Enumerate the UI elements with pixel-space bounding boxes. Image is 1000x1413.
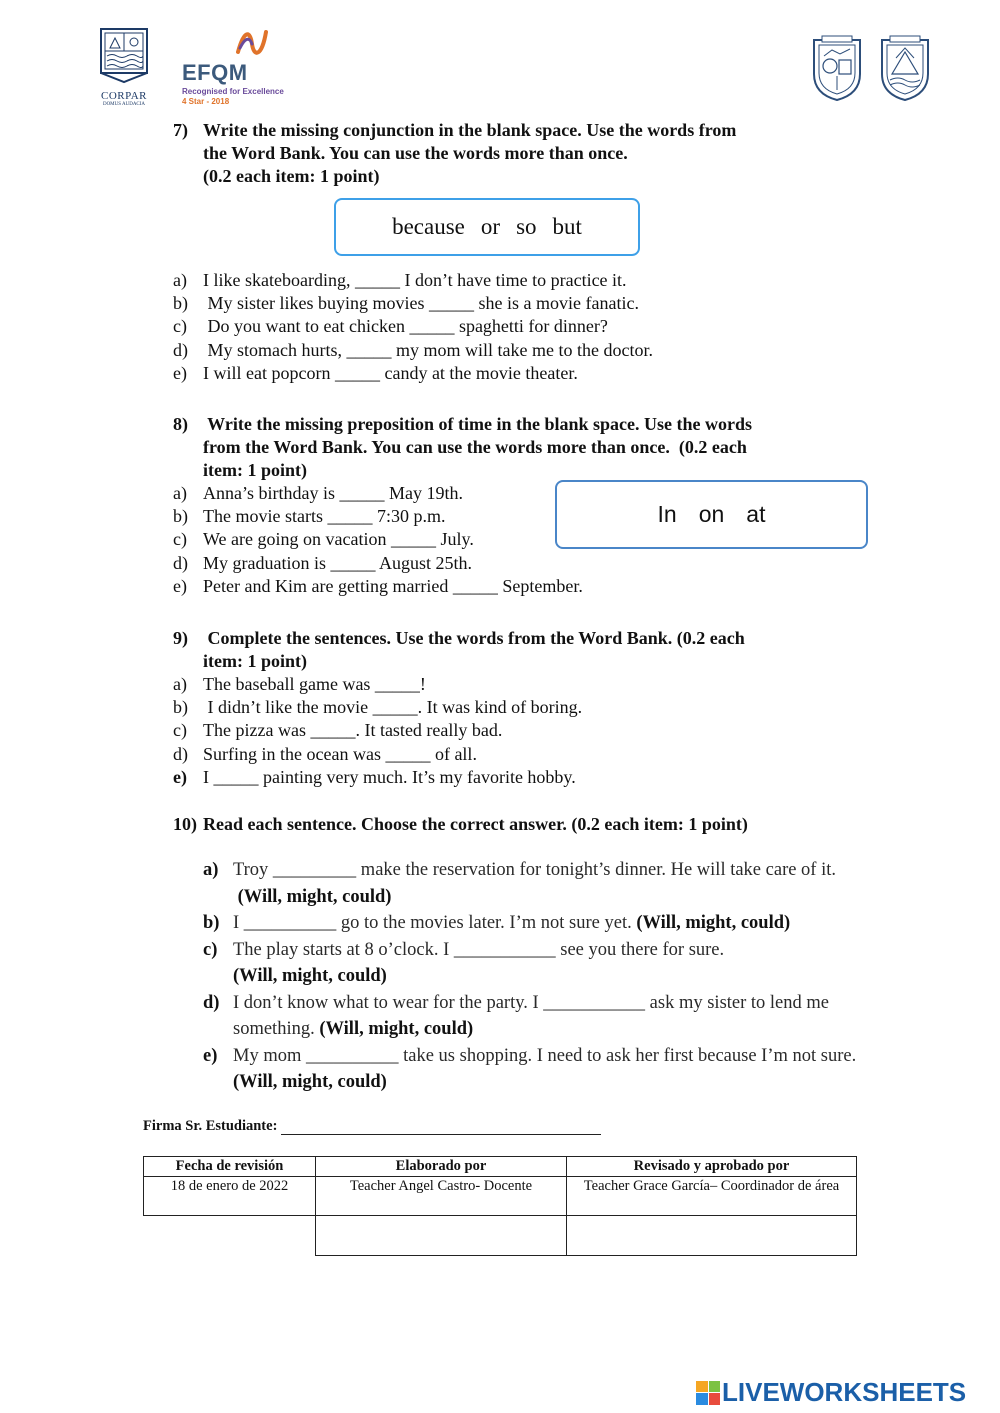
list-item: e) My mom __________ take us shopping. I need to ask her first because I’m not sure. (Will, might, could) — [203, 1045, 857, 1092]
list-item: d) I don’t know what to wear for the party. I ___________ ask my sister to lend me something. (Will, might, could) — [203, 992, 829, 1039]
list-item: e) I will eat popcorn _____ candy at the movie theater. — [173, 362, 578, 383]
list-item: a) The baseball game was _____! — [173, 674, 426, 694]
section-8 — [173, 413, 853, 483]
student-signature — [143, 1118, 601, 1135]
table-cell — [144, 1216, 316, 1256]
table-cell — [567, 1216, 857, 1256]
section-number: 8) — [173, 414, 188, 434]
word-bank-prepositions — [555, 480, 868, 549]
corpar-logo — [96, 26, 152, 106]
efqm-star-rating: 4 Star - 2018 — [182, 97, 230, 106]
list-item: c) The play starts at 8 o’clock. I ___________ see you there for sure. (Will, might, could) — [203, 939, 725, 986]
list-item: a) Anna’s birthday is _____ May 19th. — [173, 483, 463, 503]
column-header: Elaborado por — [316, 1157, 567, 1177]
section-8-items — [173, 482, 583, 598]
liveworksheets-watermark — [696, 1377, 966, 1408]
section-heading-line: from the Word Bank. You can use the words more than once. (0.2 each — [203, 437, 747, 458]
list-item: e) Peter and Kim are getting married _____ September. — [173, 575, 583, 596]
list-item: c) Do you want to eat chicken _____ spaghetti for dinner? — [173, 316, 608, 337]
corpar-name: CORPAR — [100, 90, 147, 102]
section-10-items — [203, 857, 863, 1096]
efqm-logo — [182, 26, 294, 106]
column-header: Revisado y aprobado por — [567, 1157, 857, 1177]
list-item: b) I __________ go to the movies later. I’m not sure yet. (Will, might, could) — [203, 913, 791, 933]
table-cell: Teacher Angel Castro- Docente — [316, 1177, 567, 1216]
list-item: b) The movie starts _____ 7:30 p.m. — [173, 506, 446, 527]
revision-table — [143, 1156, 857, 1256]
watermark-text: LIVEWORKSHEETS — [722, 1377, 967, 1407]
section-heading-line: the Word Bank. You can use the words more than once. — [203, 143, 628, 164]
list-item: a) I like skateboarding, _____ I don’t have time to practice it. — [173, 270, 627, 290]
section-7 — [173, 119, 833, 189]
efqm-word: EFQM — [182, 60, 248, 85]
section-heading-line: (0.2 each item: 1 point) — [203, 166, 380, 187]
word-bank-word: on — [698, 501, 725, 527]
section-9 — [173, 627, 853, 673]
school-crest-icon — [878, 34, 932, 102]
efqm-ribbon-icon — [236, 26, 268, 60]
section-9-items — [173, 673, 582, 789]
list-item: a) Troy _________ make the reservation for tonight’s dinner. He will take care of it. (Will, might, could) — [203, 860, 837, 907]
section-number: 10) — [173, 814, 197, 834]
section-heading-line: Complete the sentences. Use the words from the Word Bank. (0.2 each — [203, 628, 745, 648]
list-item: e) I _____ painting very much. It’s my favorite hobby. — [173, 766, 576, 787]
word-bank-word: In — [657, 501, 677, 527]
efqm-tagline: Recognised for Excellence — [182, 87, 284, 96]
section-10 — [173, 813, 853, 836]
word-bank-conjunctions — [334, 198, 640, 256]
list-item: d) My stomach hurts, _____ my mom will take me to the doctor. — [173, 339, 653, 360]
list-item: b) My sister likes buying movies _____ she is a movie fanatic. — [173, 293, 639, 314]
list-item: d) Surfing in the ocean was _____ of all. — [173, 743, 477, 764]
liveworksheets-logo-icon — [696, 1381, 720, 1405]
table-cell: 18 de enero de 2022 — [144, 1177, 316, 1216]
list-item: c) We are going on vacation _____ July. — [173, 529, 474, 550]
table-row — [144, 1216, 857, 1256]
table-cell — [316, 1216, 567, 1256]
section-heading-line: item: 1 point) — [203, 460, 307, 481]
word-bank-word: or — [480, 214, 501, 239]
section-heading: Read each sentence. Choose the correct answer. (0.2 each item: 1 point) — [203, 814, 748, 834]
list-item: d) My graduation is _____ August 25th. — [173, 552, 472, 573]
section-number: 7) — [173, 120, 188, 140]
word-bank-word: because — [392, 214, 465, 239]
column-header: Fecha de revisión — [144, 1157, 316, 1177]
list-item: c) The pizza was _____. It tasted really bad. — [173, 720, 503, 741]
table-cell: Teacher Grace García– Coordinador de área — [567, 1177, 857, 1216]
corpar-motto: DOMUS AUDACIA — [102, 102, 146, 107]
section-heading-line: Write the missing conjunction in the blank space. Use the words from — [203, 120, 737, 140]
word-bank-word: at — [746, 501, 766, 527]
signature-line[interactable] — [281, 1121, 601, 1135]
section-number: 9) — [173, 628, 188, 648]
corpar-shield-icon — [98, 26, 150, 84]
table-row — [144, 1177, 857, 1216]
signature-label: Firma Sr. Estudiante: — [143, 1118, 278, 1134]
school-crest-icon — [810, 34, 864, 102]
section-heading-line: item: 1 point) — [203, 651, 307, 672]
list-item: b) I didn’t like the movie _____. It was kind of boring. — [173, 697, 583, 718]
section-7-items — [173, 269, 653, 385]
word-bank-word: but — [552, 214, 582, 239]
section-heading-line: Write the missing preposition of time in the blank space. Use the words — [203, 414, 753, 434]
word-bank-word: so — [516, 214, 537, 239]
table-header-row — [144, 1157, 857, 1177]
